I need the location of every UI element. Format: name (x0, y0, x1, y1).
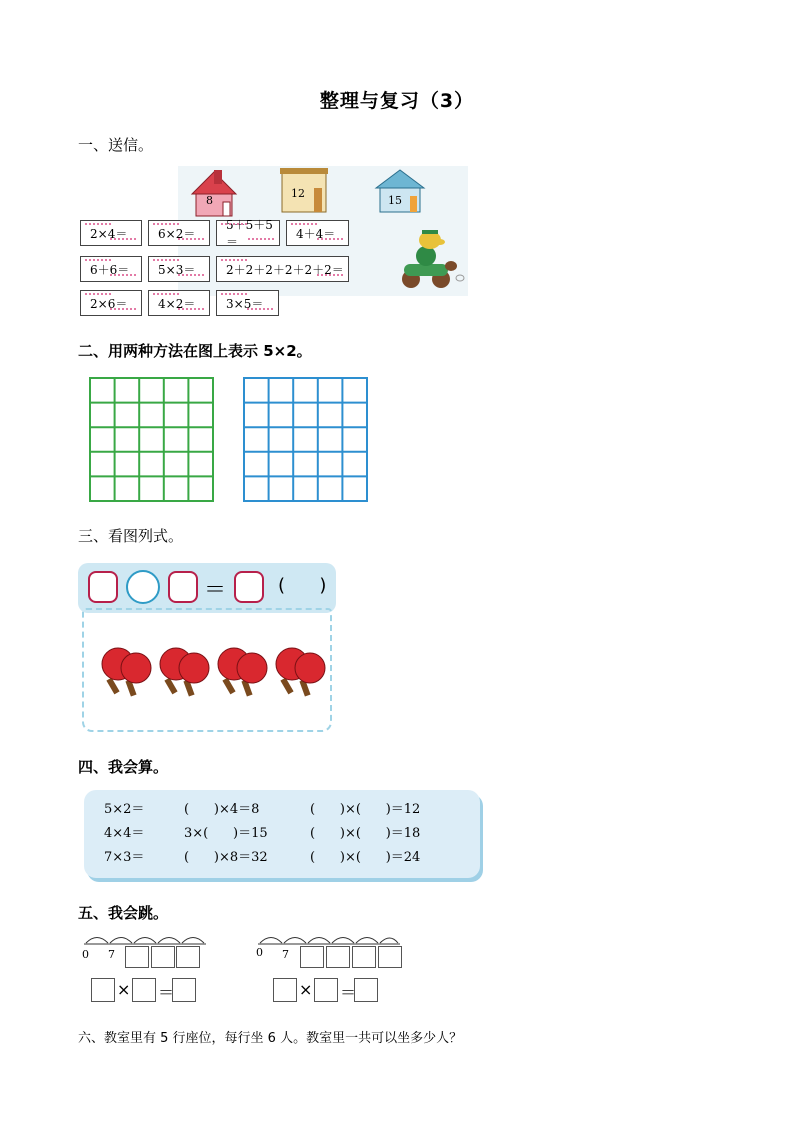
mail-carrier-dog-icon (402, 230, 464, 288)
equals-sign: ＝ (204, 578, 227, 603)
letter-card[interactable] (148, 220, 210, 246)
answer-box[interactable] (176, 946, 200, 968)
factor-box[interactable] (273, 978, 297, 1002)
letter-text: 2×6＝ (90, 296, 128, 311)
step-label: 7 (108, 948, 115, 961)
calc-item[interactable]: 4×4＝ (104, 826, 145, 841)
result-box[interactable] (234, 571, 264, 603)
calc-item[interactable]: ( )×( )＝12 (310, 802, 421, 817)
paddle-pair-icon (102, 648, 151, 697)
letter-text: 2＋2＋2＋2＋2＋2＝ (226, 262, 344, 277)
answer-box[interactable] (168, 571, 198, 603)
answer-box[interactable] (326, 946, 350, 968)
answer-box[interactable] (300, 946, 324, 968)
letter-text: 2×4＝ (90, 226, 128, 241)
paddle-picture-box (82, 608, 332, 732)
factor-box[interactable] (314, 978, 338, 1002)
step-label: 7 (282, 948, 289, 961)
answer-box[interactable] (151, 946, 175, 968)
start-label: 0 (256, 946, 263, 959)
letter-card[interactable] (80, 290, 142, 316)
letter-card[interactable] (216, 218, 280, 249)
times-sign: × (117, 980, 131, 999)
calc-item[interactable]: 3×( )＝15 (184, 826, 268, 841)
letter-text: 5＋5＋5＝ (226, 218, 273, 249)
calc-item[interactable]: ( )×4＝8 (184, 802, 260, 817)
section-2-heading: 二、用两种方法在图上表示 5×2。 (78, 342, 312, 360)
section-3-heading: 三、看图列式。 (78, 527, 184, 545)
answer-box[interactable] (378, 946, 402, 968)
times-sign: × (299, 980, 313, 999)
letter-text: 4＋4＝ (296, 226, 336, 241)
ping-pong-paddles (84, 610, 330, 730)
section-1-heading: 一、送信。 (78, 136, 154, 154)
calc-item[interactable]: ( )×8＝32 (184, 850, 268, 865)
letter-text: 6×2＝ (158, 226, 196, 241)
start-label: 0 (82, 948, 89, 961)
question-6: 六、教室里有 5 行座位，每行坐 6 人。教室里一共可以坐多少人？ (78, 1031, 463, 1046)
equals-sign: ＝ (340, 983, 357, 1002)
answer-box[interactable] (352, 946, 376, 968)
equals-sign: ＝ (158, 983, 175, 1002)
letter-card[interactable] (216, 256, 349, 282)
calc-item[interactable]: ( )×( )＝24 (310, 850, 421, 865)
operator-circle[interactable] (126, 570, 160, 604)
product-box[interactable] (172, 978, 196, 1002)
house-number-12: 12 (291, 187, 305, 200)
calculation-panel (84, 790, 480, 878)
answer-box[interactable] (88, 571, 118, 603)
green-grid[interactable] (88, 376, 216, 504)
letter-card[interactable] (286, 220, 349, 246)
letter-card[interactable] (148, 256, 210, 282)
letter-text: 4×2＝ (158, 296, 196, 311)
answer-box[interactable] (125, 946, 149, 968)
factor-box[interactable] (132, 978, 156, 1002)
letter-card[interactable] (80, 256, 142, 282)
paddle-pair-icon (218, 648, 267, 697)
letter-text: 5×3＝ (158, 262, 196, 277)
factor-box[interactable] (91, 978, 115, 1002)
letter-text: 6＋6＝ (90, 262, 130, 277)
house-number-15: 15 (388, 194, 402, 207)
page-title: 整理与复习（3） (319, 90, 475, 112)
letter-card[interactable] (216, 290, 279, 316)
equation-bar (78, 563, 336, 613)
letter-card[interactable] (80, 220, 142, 246)
paddle-pair-icon (160, 648, 209, 697)
letter-card[interactable] (148, 290, 210, 316)
section-4-heading: 四、我会算。 (78, 758, 169, 776)
red-house-icon (192, 170, 236, 216)
calc-item[interactable]: 5×2＝ (104, 802, 145, 817)
calc-item[interactable]: 7×3＝ (104, 850, 145, 865)
house-number-8: 8 (206, 194, 213, 207)
blue-grid[interactable] (242, 376, 370, 504)
paddle-pair-icon (276, 648, 325, 697)
calc-item[interactable]: ( )×( )＝18 (310, 826, 421, 841)
product-box[interactable] (354, 978, 378, 1002)
unit-parentheses[interactable]: ( ) (278, 575, 327, 596)
section-5-heading: 五、我会跳。 (78, 904, 169, 922)
letter-text: 3×5＝ (226, 296, 264, 311)
